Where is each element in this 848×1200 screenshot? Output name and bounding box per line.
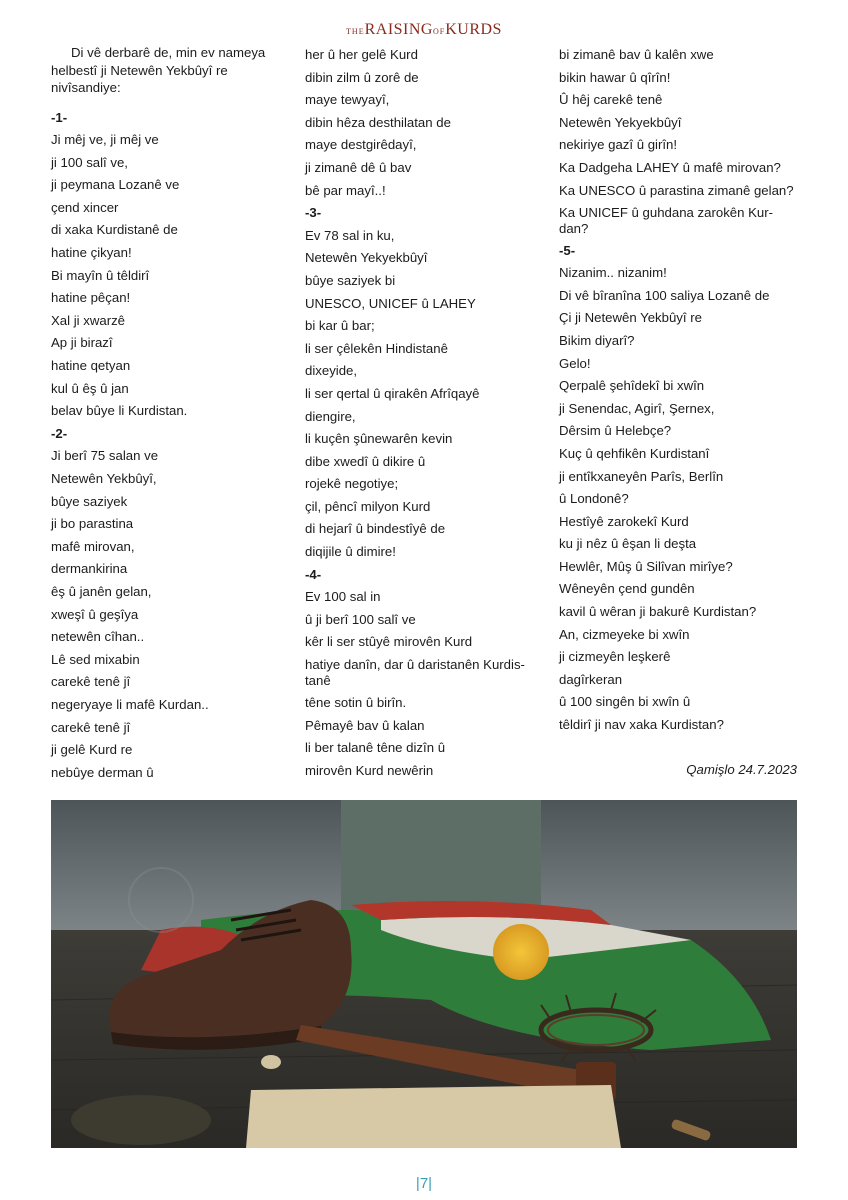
stanza-heading: -3-: [305, 205, 322, 221]
poem-line: Ka UNESCO û parastina zimanê gelan?: [559, 182, 794, 198]
poem-line: Hestîyê zarokekî Kurd: [559, 513, 689, 529]
poem-line: Wêneyên çend gundên: [559, 581, 695, 597]
poem-line: ku ji nêz û êşan li deşta: [559, 536, 697, 552]
poem-line: carekê tenê jî: [51, 719, 131, 735]
header-prefix: THE: [346, 27, 365, 36]
poem-line: êş û janên gelan,: [51, 583, 152, 599]
header-of: OF: [432, 27, 446, 36]
stanza-heading: -4-: [305, 566, 322, 582]
signature-date: Qamişlo 24.7.2023: [686, 762, 797, 777]
poem-line: ji cizmeyên leşkerê: [559, 649, 671, 665]
poem-line: UNESCO, UNICEF û LAHEY: [305, 295, 476, 311]
poem-line: carekê tenê jî: [51, 674, 131, 690]
poem-line: Netewên Yekyekbûyî: [559, 114, 682, 130]
poem-line: diqijile û dimire!: [305, 544, 396, 560]
poem-line: bi kar û bar;: [305, 318, 375, 334]
poem-line: û 100 singên bi xwîn û: [559, 694, 691, 710]
paper-icon: [246, 1085, 621, 1148]
poem-line: û Londonê?: [559, 491, 629, 507]
stanza-heading: -1-: [51, 109, 68, 125]
stanza-heading: -2-: [51, 425, 68, 441]
illustration-photo: [51, 800, 797, 1148]
poem-line: di xaka Kurdistanê de: [51, 222, 178, 238]
poem-line: Xal ji xwarzê: [51, 312, 126, 328]
poem-line: dermankirina: [51, 561, 128, 577]
poem-line: Ap ji birazî: [51, 335, 113, 351]
poem-line: nebûye derman û: [51, 764, 154, 780]
page-number: |7|: [415, 1175, 433, 1192]
poem-line: bûye saziyek: [51, 493, 128, 509]
poem-line: Di vê bîranîna 100 saliya Lozanê de: [559, 287, 770, 303]
poem-line: Nizanim.. nizanim!: [559, 265, 667, 281]
poem-line: ji zimanê dê û bav: [305, 159, 412, 175]
poem-line: her û her gelê Kurd: [305, 47, 418, 62]
poem-line: Bi mayîn û têldirî: [51, 267, 150, 283]
poem-line: çil, pêncî milyon Kurd: [305, 498, 431, 514]
magazine-header: [0, 21, 848, 39]
poem-line: Ka UNICEF û guhdana zarokên Kur-dan?: [559, 204, 774, 236]
poem-line: Netewên Yekbûyî,: [51, 471, 157, 486]
poem-line: ji Senendac, Agirî, Şernex,: [559, 400, 715, 416]
poem-line: ji entîkxaneyên Parîs, Berlîn: [559, 468, 724, 484]
poem-line: Ji berî 75 salan ve: [51, 448, 159, 464]
poem-line: Ev 100 sal in: [305, 589, 381, 605]
poem-line: Bikim diyarî?: [559, 332, 635, 348]
poem-line: Ji mêj ve, ji mêj ve: [51, 132, 159, 148]
poem-line: kul û êş û jan: [51, 380, 129, 396]
poem-line: ji peymana Lozanê ve: [51, 177, 180, 193]
poem-line: mafê mirovan,: [51, 538, 135, 554]
poem-line: kavil û wêran ji bakurê Kurdistan?: [559, 604, 757, 620]
poem-line: An, cizmeyeke bi xwîn: [559, 626, 690, 642]
poem-line: netewên cîhan..: [51, 629, 145, 645]
poem-line: têldirî ji nav xaka Kurdistan?: [559, 717, 724, 733]
poem-line: têne sotin û birîn.: [305, 695, 407, 711]
poem-line: Dêrsim û Helebçe?: [559, 423, 672, 439]
poem-line: hatine qetyan: [51, 358, 131, 374]
text-column-3: [559, 44, 799, 737]
poem-line: mirovên Kurd newêrin: [305, 762, 434, 778]
poem-line: di hejarî û bindestîyê de: [305, 521, 446, 537]
poem-line: li ser qertal û qirakên Afrîqayê: [305, 385, 480, 401]
poem-line: Hewlêr, Mûş û Silîvan mirîye?: [559, 558, 733, 574]
text-column-2: [305, 44, 537, 782]
poem-line: Ka Dadgeha LAHEY û mafê mirovan?: [559, 159, 781, 175]
poem-line: dibe xwedî û dikire û: [305, 453, 426, 469]
poem-line: maye tewyayî,: [305, 92, 390, 108]
poem-line: bi zimanê bav û kalên xwe: [559, 47, 714, 62]
poem-line: ji gelê Kurd re: [51, 742, 133, 758]
header-word-kurds: KURDS: [445, 21, 502, 38]
poem-line: ji bo parastina: [51, 516, 134, 532]
poem-line: maye destgirêdayî,: [305, 137, 417, 153]
poem-line: li ser çêlekên Hindistanê: [305, 340, 448, 356]
poem-line: diengire,: [305, 408, 356, 424]
poem-line: xweşî û geşîya: [51, 606, 139, 622]
poem-line: û ji berî 100 salî ve: [305, 611, 416, 627]
poem-line: ji 100 salî ve,: [51, 154, 128, 170]
poem-line: hatiye danîn, dar û daristanên Kurdis-tanê: [305, 657, 525, 689]
text-column-1: [51, 44, 281, 784]
poem-line: Ev 78 sal in ku,: [305, 227, 395, 243]
poem-line: negeryaye li mafê Kurdan..: [51, 696, 209, 712]
poem-line: Netewên Yekyekbûyî: [305, 250, 428, 266]
poem-line: dibin zilm û zorê de: [305, 69, 419, 85]
poem-line: çend xincer: [51, 199, 119, 215]
poem-line: bikin hawar û qîrîn!: [559, 69, 671, 85]
poem-line: Kuç û qehfikên Kurdistanî: [559, 445, 710, 461]
poem-line: hatine pêçan!: [51, 290, 131, 306]
poem-line: Lê sed mixabin: [51, 651, 140, 667]
poem-line: hatine çikyan!: [51, 245, 132, 261]
poem-line: rojekê negotiye;: [305, 476, 399, 492]
poem-line: dagîrkeran: [559, 671, 623, 687]
poem-line: Û hêj carekê tenê: [559, 92, 663, 108]
poem-line: dixeyide,: [305, 363, 358, 379]
poem-line: Çi ji Netewên Yekbûyî re: [559, 310, 702, 326]
poem-line: li ber talanê têne dizîn û: [305, 740, 446, 756]
poem-line: bûye saziyek bi: [305, 272, 396, 288]
poem-line: belav bûye li Kurdistan.: [51, 403, 188, 419]
intro-paragraph: Di vê derbarê de, min ev nameya helbestî ji Netewên Yekbûyî re nivîsandiye:: [51, 45, 266, 95]
poem-line: Pêmayê bav û kalan: [305, 717, 425, 733]
poem-line: Gelo!: [559, 355, 591, 371]
poem-line: bê par mayî..!: [305, 182, 386, 198]
header-word-raising: RAISING: [364, 21, 433, 38]
poem-line: kêr li ser stûyê mirovên Kurd: [305, 634, 473, 650]
stanza-heading: -5-: [559, 242, 576, 258]
poem-line: nekiriye gazî û girîn!: [559, 137, 678, 153]
poem-line: dibin hêza desthilatan de: [305, 114, 451, 130]
poem-line: li kuçên şûnewarên kevin: [305, 431, 453, 447]
poem-line: Qerpalê şehîdekî bi xwîn: [559, 378, 705, 394]
